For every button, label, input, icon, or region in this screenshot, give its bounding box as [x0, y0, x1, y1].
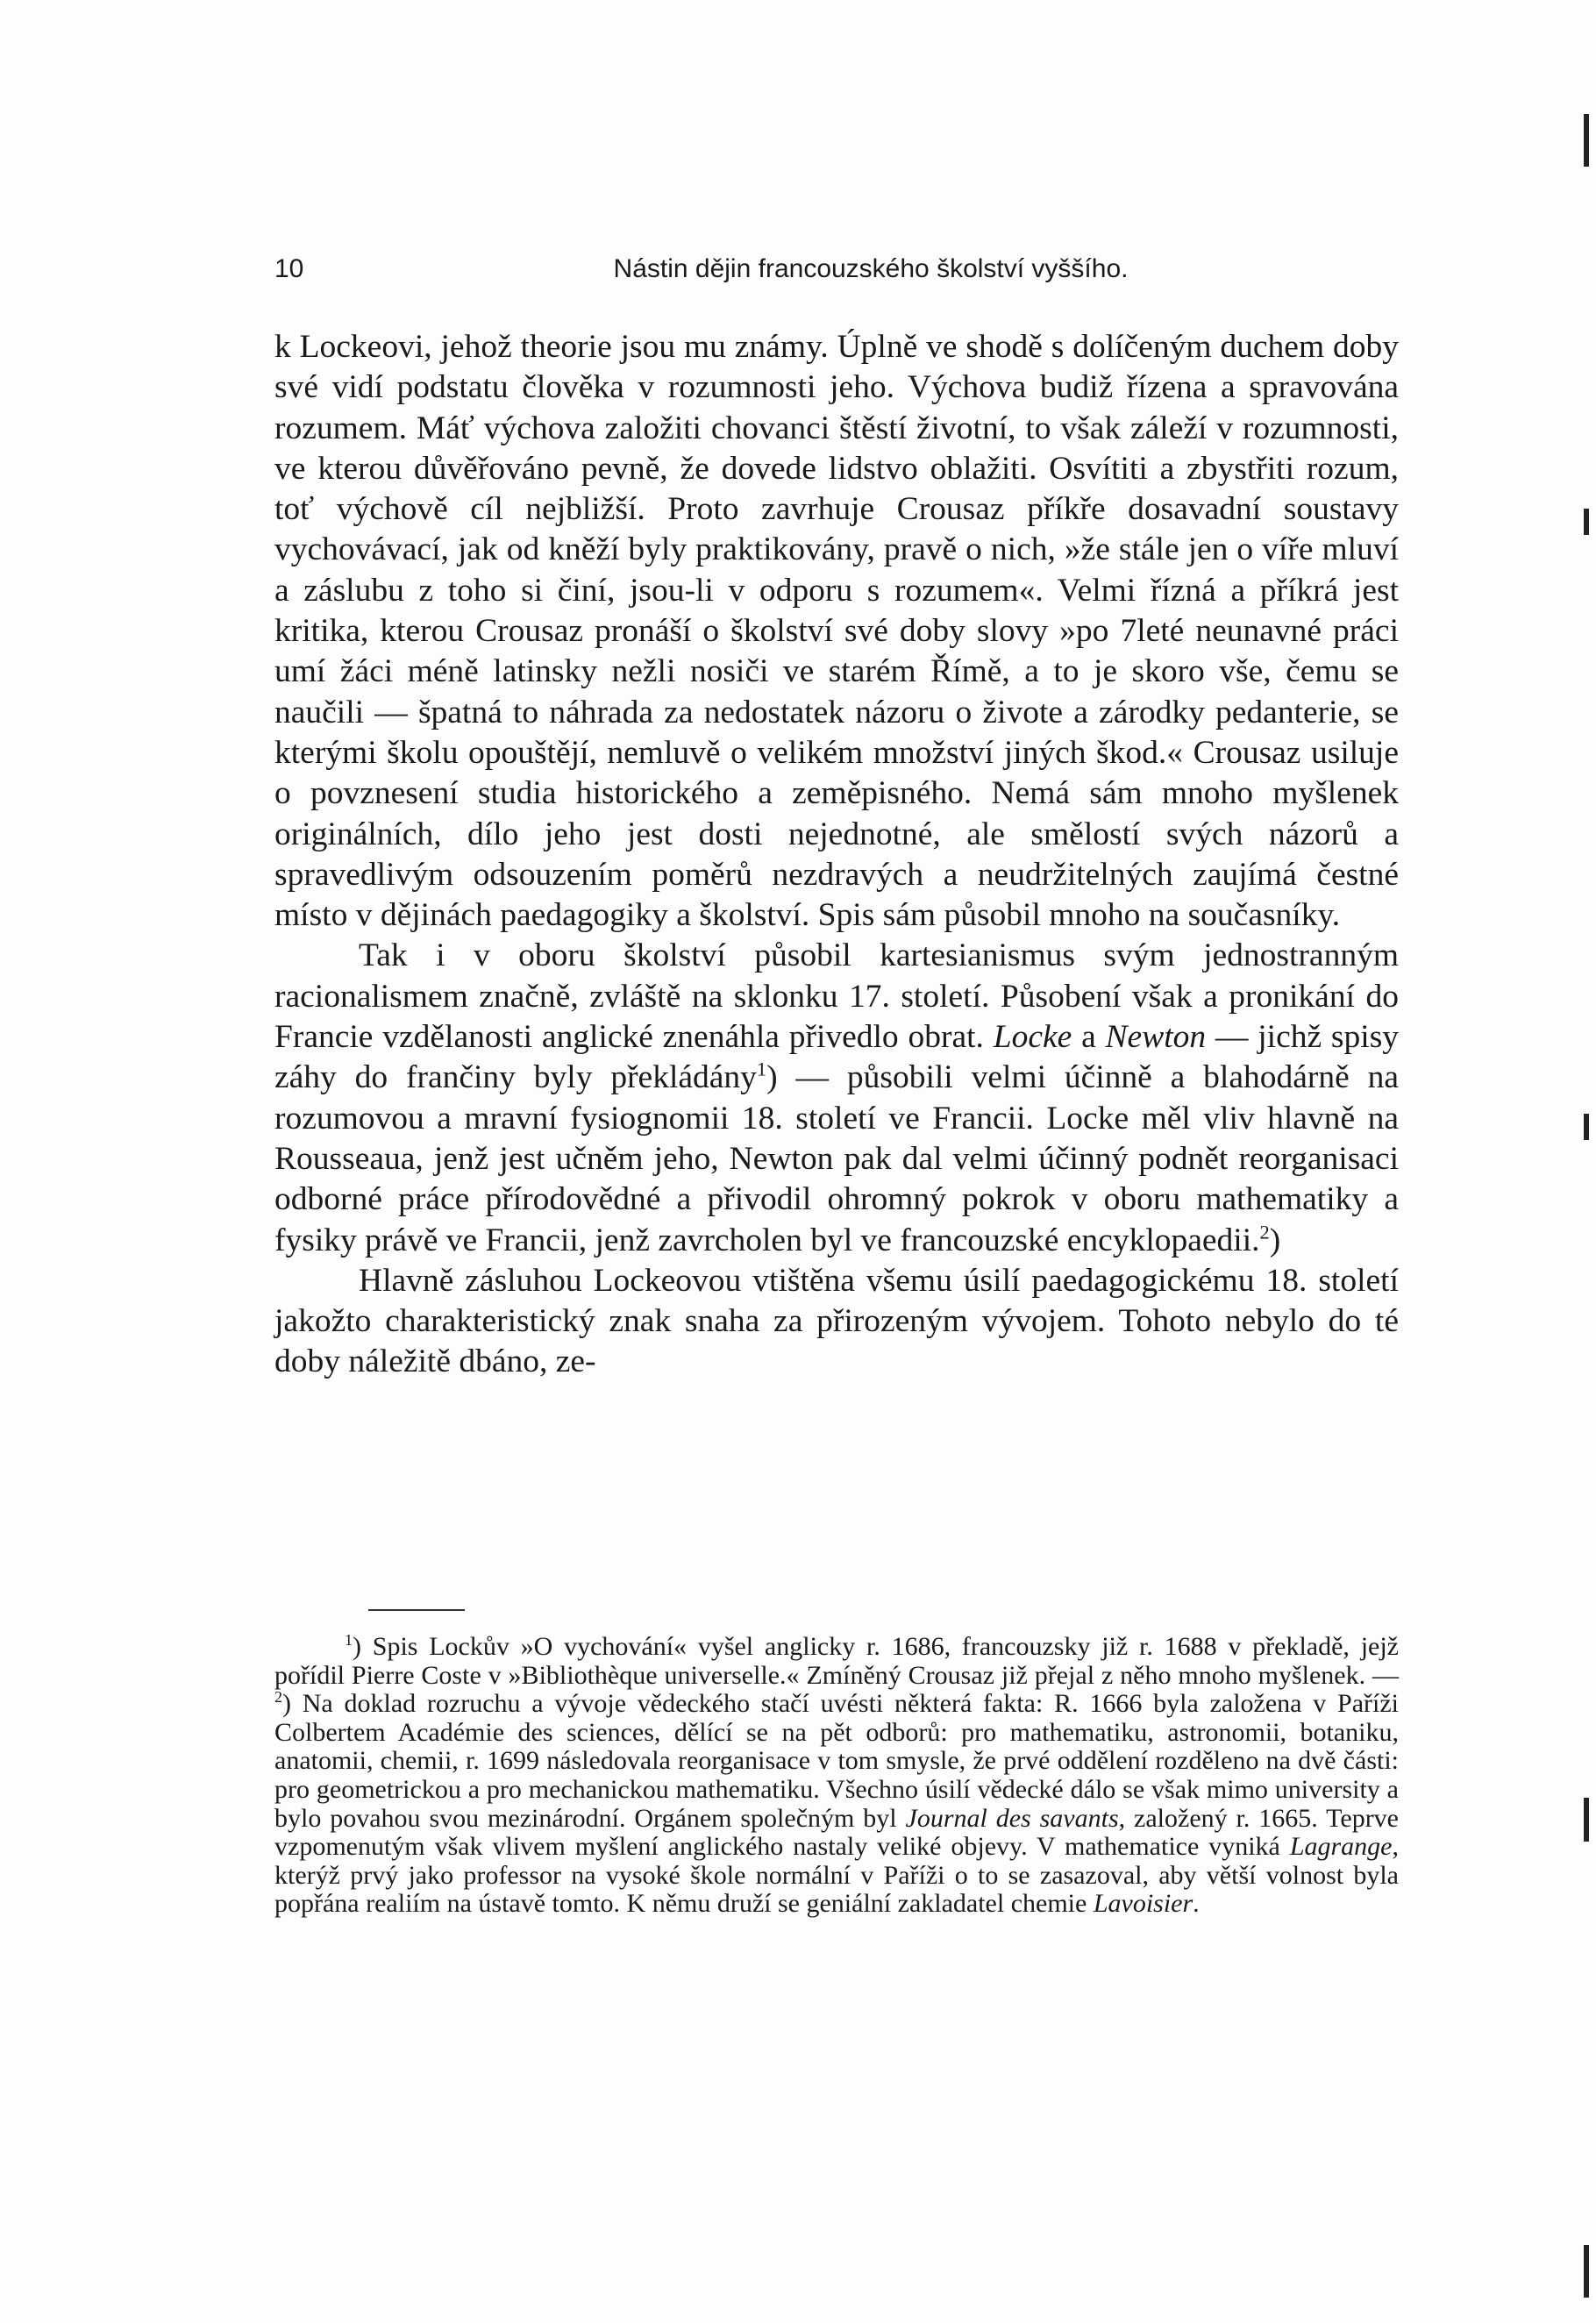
page-number: 10	[274, 254, 304, 283]
main-text	[274, 327, 1399, 1383]
footnote-ref-2: 2	[1259, 1221, 1270, 1243]
footnote-1-mark: 1	[345, 1631, 353, 1649]
paragraph-3: Hlavně zásluhou Lockeovou vtištěna všemu úsilí paedagogickému 18. století jakožto charakteristický znak snaha za přirozeným vývojem. Tohoto nebylo do té doby náležitě dbáno, ze-	[274, 1262, 1399, 1380]
scan-edge-mark	[1584, 1798, 1589, 1842]
scan-edge-mark	[1584, 2245, 1589, 2298]
footnote-ref-1: 1	[756, 1058, 767, 1080]
journal-title: Journal des savants	[905, 1803, 1119, 1833]
paragraph-2-part-a: Tak i v oboru školství působil kartesianismus svým jednostranným racionalismem značně, zvláště na sklonku 17. století. Působení však a pronikání do Francie vzdělanosti anglické znenáhla přivedlo obrat.	[274, 937, 1399, 1056]
scan-edge-mark	[1584, 509, 1589, 535]
footnote-divider	[368, 1609, 465, 1611]
footnote-2-text-d: .	[1193, 1889, 1200, 1919]
name-lavoisier: Lavoisier	[1093, 1889, 1193, 1919]
paragraph-2	[274, 936, 1399, 1260]
footnote-2-mark: 2	[274, 1688, 282, 1707]
name-newton: Newton	[1105, 1019, 1207, 1056]
footnotes	[274, 1633, 1399, 1919]
running-title: Nástin dějin francouzského školství vyššího.	[613, 254, 1129, 283]
footnote-2-text-b: , založený r. 1665. Teprve vzpomenutým však vlivem myšlení anglického nastaly veliké objevy. V mathematice vyniká	[274, 1803, 1400, 1862]
footnote-2-text-a: ) Na doklad rozruchu a vývoje vědeckého stačí uvésti některá fakta: R. 1666 byla založena v Paříži Colbertem Académie des sciences, dělící se na pět odborů: pro mathematiku, astronomii, botaniku, anatomii, chemii, r. 1699 následovala reorganisace v tom smysle, že prvé oddělení rozděleno na dvě části: pro geometrickou a pro mechanickou mathematiku. Všechno úsilí vědecké dálo se však mimo university a bylo povahou svou mezinárodní. Orgánem společným byl	[274, 1689, 1399, 1833]
paragraph-1: k Lockeovi, jehož theorie jsou mu známy. Úplně ve shodě s dolíčeným duchem doby své vidí podstatu člověka v rozumnosti jeho. Výchova budiž řízena a spravována rozumem. Máť výchova založiti chovanci štěstí životní, to však záleží v rozumnosti, ve kterou důvěřováno pevně, že dovede lidstvo oblažiti. Osvítiti a zbystřiti rozum, toť výchově cíl nejbližší. Proto zavrhuje Crousaz příkře dosavadní soustavy vychovávací, jak od kněží byly praktikovány, pravě o nich, »že stále jen o víře mluví a záslubu z toho si činí, jsou-li v odporu s rozumem«. Velmi řízná a příkrá jest kritika, kterou Crousaz pronáší o školství své doby slovy »po 7leté neunavné práci umí žáci méně latinsky nežli nosiči ve starém Římě, a to je skoro vše, čemu se naučili — špatná to náhrada za nedostatek názoru o živote a zárodky pedanterie, se kterými školu opouštějí, nemluvě o velikém množství jiných škod.« Crousaz usiluje o povznesení studia historického a zeměpisného. Nemá sám mnoho myšlenek originálních, dílo jeho jest dosti nejednotné, ale smělostí svých názorů a spravedlivým odsouzením poměrů nezdravých a neudržitelných zaujímá čestné místo v dějinách paedagogiky a školství. Spis sám působil mnoho na současníky.	[274, 329, 1399, 934]
scan-edge-mark	[1584, 1114, 1589, 1140]
conjunction-and: a	[1081, 1019, 1096, 1056]
name-lagrange: Lagrange	[1289, 1832, 1393, 1862]
paragraph-2-part-c: ) — působili velmi účinně a blahodárně na rozumovou a mravní fysiognomii 18. století ve Francii. Locke měl vliv hlavně na Rousseaua, jenž jest učněm jeho, Newton pak dal velmi účinný podnět reorganisaci odborné práce přírodovědné a přivodil ohromný pokrok v oboru mathematiky a fysiky právě ve Francii, jenž zavrcholen byl ve francouzské encyklopaedii.	[274, 1059, 1400, 1258]
footnote-1-text: ) Spis Lockův »O vychování« vyšel anglicky r. 1686, francouzsky již r. 1688 v překladě, jejž pořídil Pierre Coste v »Bibliothèque universelle.« Zmíněný Crousaz již přejal z něho mnoho myšlenek. —	[274, 1632, 1399, 1690]
footnote-block	[274, 1633, 1399, 1919]
name-locke: Locke	[993, 1019, 1072, 1056]
scan-edge-mark	[1584, 114, 1589, 167]
paragraph-2-part-d: )	[1269, 1222, 1281, 1258]
paragraph-2-part-b: — jichž spisy záhy do frančiny byly překládány	[274, 1019, 1400, 1096]
running-header	[274, 254, 1397, 289]
footnote-2-text-c: , kterýž prvý jako professor na vysoké škole normální v Paříži o to se zasazoval, aby větší volnost byla popřána realiím na ústavě tomto. K němu druží se geniální zakladatel chemie	[274, 1832, 1399, 1919]
